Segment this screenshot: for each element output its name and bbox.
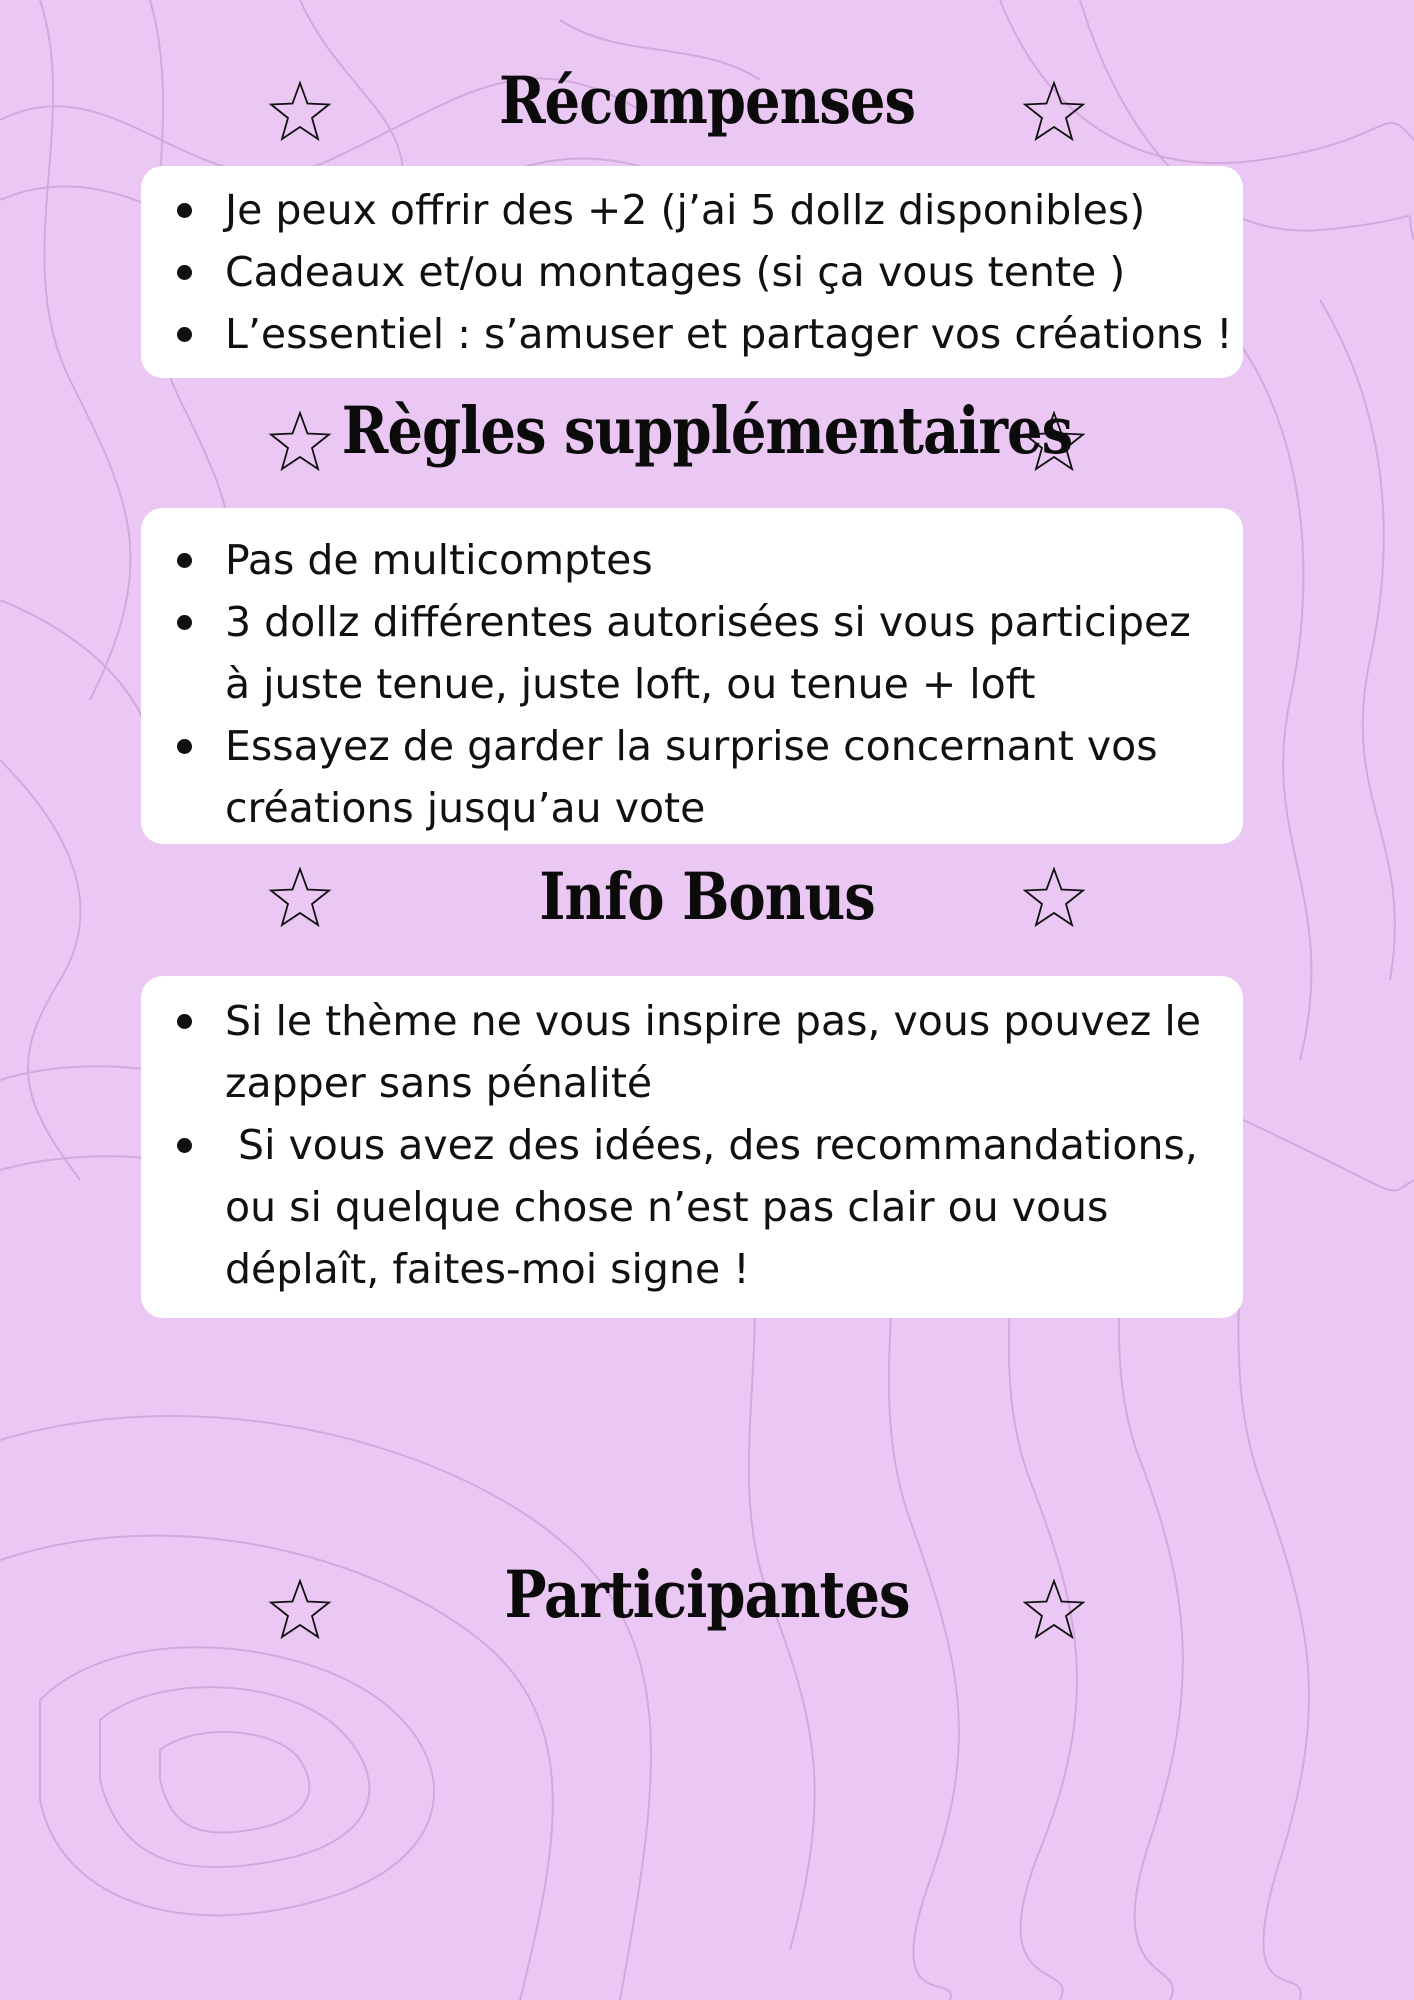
star-outline-icon bbox=[268, 1578, 332, 1642]
list-item: 3 dollz différentes autorisées si vous participez à juste tenue, juste loft, ou tenue + loft bbox=[225, 591, 1213, 715]
star-outline-icon bbox=[268, 410, 332, 474]
list-item: Pas de multicomptes bbox=[225, 529, 1213, 591]
list-item: Cadeaux et/ou montages (si ça vous tente ) bbox=[225, 241, 1243, 303]
list-item: Essayez de garder la surprise concernant vos créations jusqu’au vote bbox=[225, 715, 1213, 839]
section-title-recompenses: Récompenses bbox=[498, 63, 916, 139]
star-outline-icon bbox=[1022, 866, 1086, 930]
recompenses-list bbox=[141, 179, 1243, 365]
regles-card bbox=[141, 508, 1243, 844]
section-title-info-bonus: Info Bonus bbox=[539, 859, 875, 935]
regles-list bbox=[141, 529, 1213, 839]
list-item: Si le thème ne vous inspire pas, vous pouvez le zapper sans pénalité bbox=[225, 990, 1223, 1114]
info-bonus-card bbox=[141, 976, 1243, 1318]
recompenses-card bbox=[141, 166, 1243, 378]
section-title-regles: Règles supplémentaires bbox=[341, 393, 1073, 469]
list-item: Je peux offrir des +2 (j’ai 5 dollz disponibles) bbox=[225, 179, 1243, 241]
star-outline-icon bbox=[1022, 80, 1086, 144]
list-item: Si vous avez des idées, des recommandations, ou si quelque chose n’est pas clair ou vous déplaît, faites-moi signe ! bbox=[225, 1114, 1223, 1300]
star-outline-icon bbox=[268, 866, 332, 930]
star-outline-icon bbox=[1022, 1578, 1086, 1642]
section-title-participantes: Participantes bbox=[504, 1557, 910, 1633]
star-outline-icon bbox=[268, 80, 332, 144]
star-outline-icon bbox=[1022, 410, 1086, 474]
list-item: L’essentiel : s’amuser et partager vos créations ! bbox=[225, 303, 1243, 365]
info-bonus-list bbox=[141, 990, 1223, 1300]
